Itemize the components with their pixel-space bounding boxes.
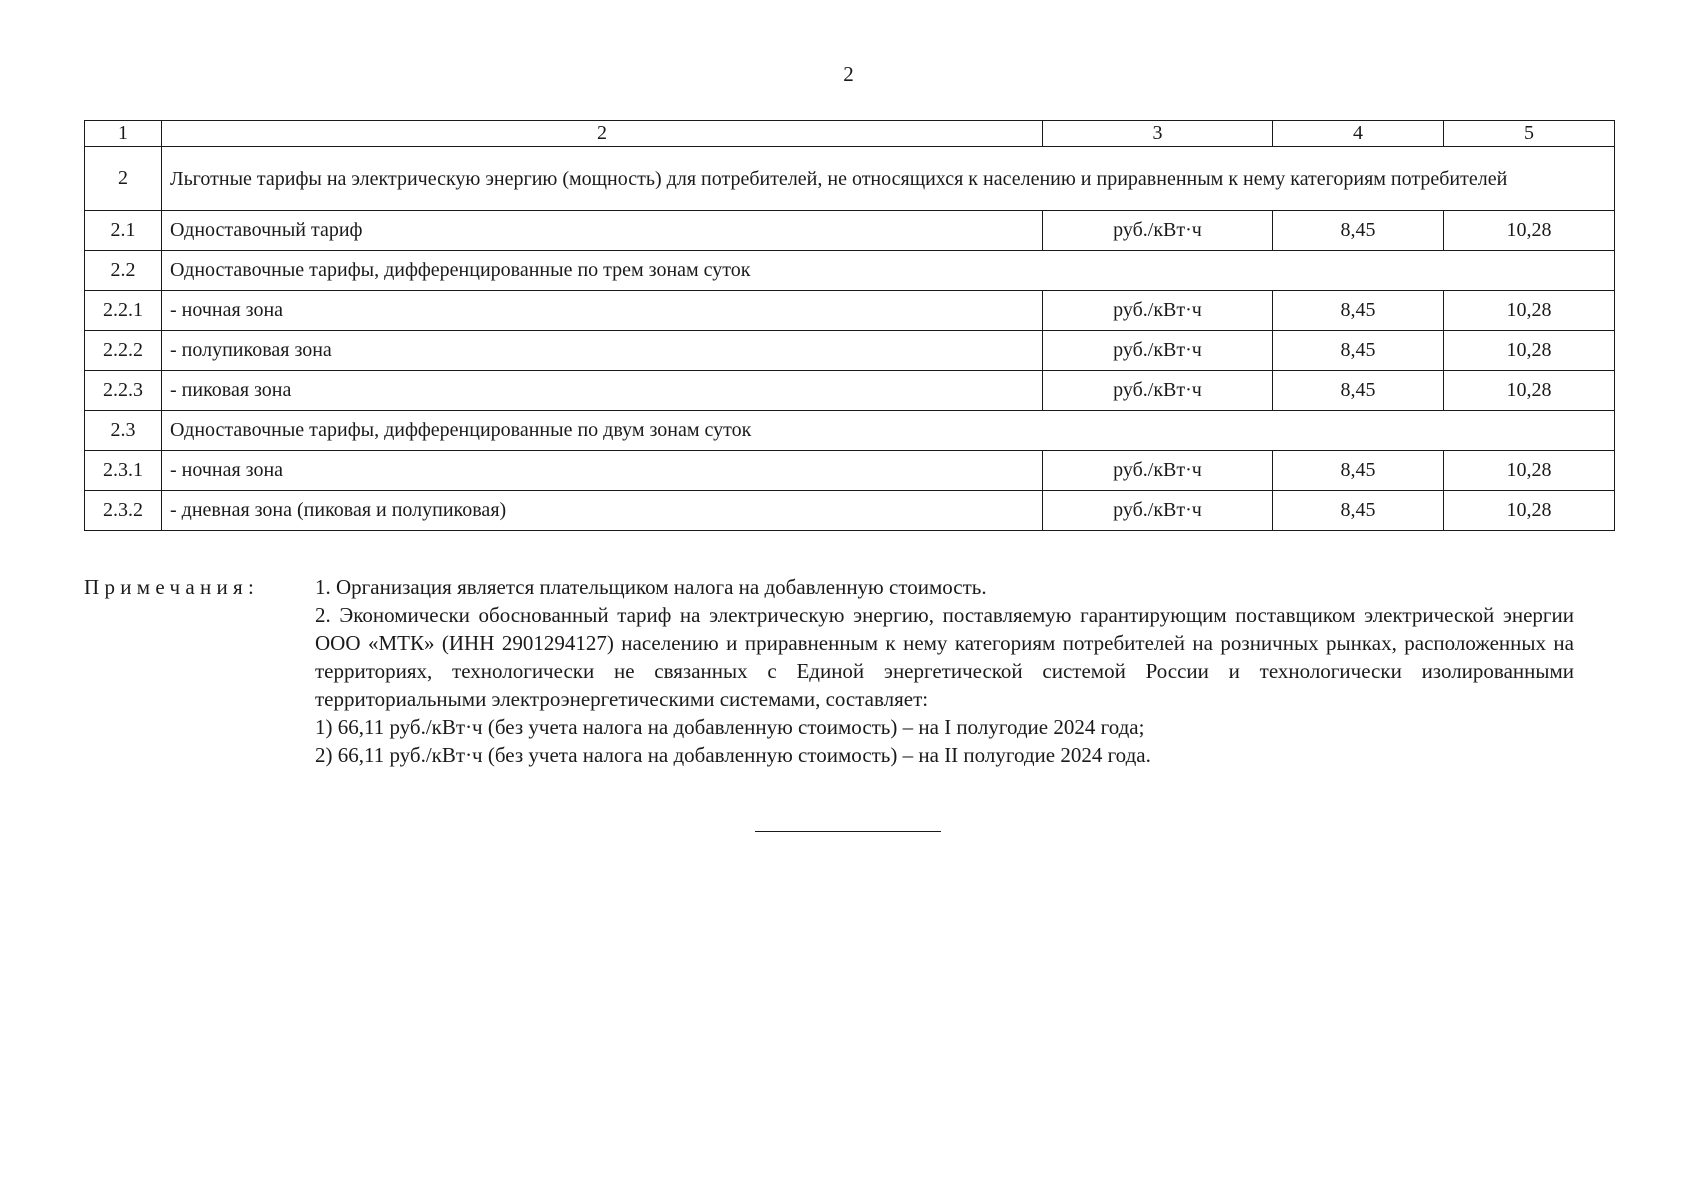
row-value-2: 10,28 bbox=[1444, 371, 1615, 411]
row-value-2: 10,28 bbox=[1444, 291, 1615, 331]
column-header: 5 bbox=[1444, 121, 1615, 147]
divider-line bbox=[755, 831, 941, 832]
note-item: 1. Организация является плательщиком налога на добавленную стоимость. bbox=[315, 575, 987, 599]
row-value-1: 8,45 bbox=[1273, 291, 1444, 331]
row-value-2: 10,28 bbox=[1444, 211, 1615, 251]
tariff-table bbox=[84, 120, 1615, 531]
note-item: 2) 66,11 руб./кВт·ч (без учета налога на добавленную стоимость) – на II полугодие 2024 года. bbox=[315, 743, 1151, 767]
row-number: 2.1 bbox=[85, 211, 162, 251]
row-number: 2.3.2 bbox=[85, 491, 162, 531]
note-item: 2. Экономически обоснованный тариф на электрическую энергию, поставляемую гарантирующим поставщиком электрической энергии ООО «МТК» (ИНН 2901294127) населению и приравненным к нему категориям потребителей на розничных рынках, расположенных на территориях, технологически не связанных с Единой энергетической системой России и технологически изолированными территориальными электроэнергетическими системами, составляет: bbox=[315, 603, 1574, 711]
note-item: 1) 66,11 руб./кВт·ч (без учета налога на добавленную стоимость) – на I полугодие 2024 года; bbox=[315, 715, 1145, 739]
table-row-section bbox=[85, 411, 1615, 451]
row-unit: руб./кВт·ч bbox=[1043, 211, 1273, 251]
notes-body bbox=[315, 573, 1574, 769]
table-row bbox=[85, 211, 1615, 251]
table-header-row bbox=[85, 121, 1615, 147]
row-value-1: 8,45 bbox=[1273, 491, 1444, 531]
row-name: - полупиковая зона bbox=[162, 331, 1043, 371]
page-number: 2 bbox=[843, 62, 854, 86]
row-value-2: 10,28 bbox=[1444, 451, 1615, 491]
table-row bbox=[85, 491, 1615, 531]
notes-label: Примечания: bbox=[84, 575, 260, 599]
row-number: 2.3.1 bbox=[85, 451, 162, 491]
row-name: - дневная зона (пиковая и полупиковая) bbox=[162, 491, 1043, 531]
row-value-1: 8,45 bbox=[1273, 331, 1444, 371]
row-name: - ночная зона bbox=[162, 451, 1043, 491]
row-number: 2.2.1 bbox=[85, 291, 162, 331]
row-value-1: 8,45 bbox=[1273, 211, 1444, 251]
column-header: 1 bbox=[85, 121, 162, 147]
row-unit: руб./кВт·ч bbox=[1043, 451, 1273, 491]
row-unit: руб./кВт·ч bbox=[1043, 291, 1273, 331]
row-value-2: 10,28 bbox=[1444, 491, 1615, 531]
row-name: Одноставочные тарифы, дифференцированные по трем зонам суток bbox=[162, 251, 1615, 291]
row-name: Льготные тарифы на электрическую энергию (мощность) для потребителей, не относящихся к населению и приравненным к нему категориям потребителей bbox=[162, 147, 1615, 211]
column-header: 3 bbox=[1043, 121, 1273, 147]
row-value-2: 10,28 bbox=[1444, 331, 1615, 371]
table-row bbox=[85, 291, 1615, 331]
row-unit: руб./кВт·ч bbox=[1043, 331, 1273, 371]
row-name: - ночная зона bbox=[162, 291, 1043, 331]
row-number: 2 bbox=[85, 147, 162, 211]
row-value-1: 8,45 bbox=[1273, 451, 1444, 491]
row-number: 2.2 bbox=[85, 251, 162, 291]
table-row-section bbox=[85, 251, 1615, 291]
row-unit: руб./кВт·ч bbox=[1043, 491, 1273, 531]
row-name: - пиковая зона bbox=[162, 371, 1043, 411]
table-row bbox=[85, 331, 1615, 371]
row-name: Одноставочные тарифы, дифференцированные по двум зонам суток bbox=[162, 411, 1615, 451]
table-row-section bbox=[85, 147, 1615, 211]
table-row bbox=[85, 451, 1615, 491]
row-number: 2.3 bbox=[85, 411, 162, 451]
row-name: Одноставочный тариф bbox=[162, 211, 1043, 251]
table-row bbox=[85, 371, 1615, 411]
column-header: 4 bbox=[1273, 121, 1444, 147]
row-unit: руб./кВт·ч bbox=[1043, 371, 1273, 411]
row-number: 2.2.2 bbox=[85, 331, 162, 371]
column-header: 2 bbox=[162, 121, 1043, 147]
row-number: 2.2.3 bbox=[85, 371, 162, 411]
row-value-1: 8,45 bbox=[1273, 371, 1444, 411]
